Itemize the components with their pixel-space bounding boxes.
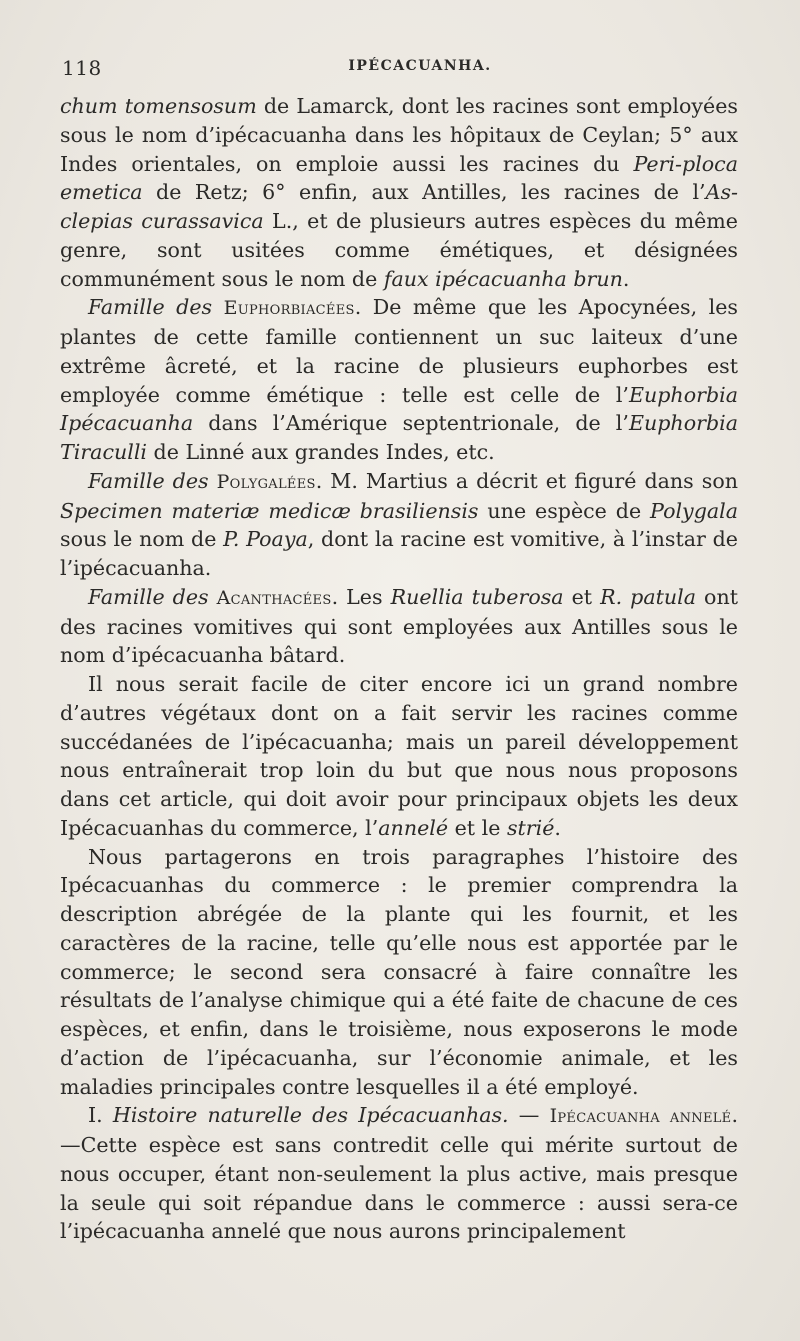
text-run: dans l’Amérique septentrionale, de l’ <box>193 411 629 436</box>
italic-run: As-clepias curassavica <box>60 180 738 233</box>
running-title: IPÉCACUANHA. <box>348 58 492 74</box>
italic-run: faux ipécacuanha brun <box>383 266 623 291</box>
text-run: et <box>563 584 601 609</box>
paragraph-ceylan <box>60 92 738 293</box>
text-run: sous le nom de <box>60 527 224 552</box>
paragraph-polygalees <box>60 467 738 583</box>
text-run: L., et de plusieurs autres espèces du même genre, sont usitées comme émétiques, et désignées communément sous le nom de <box>60 209 738 291</box>
italic-run: strié <box>506 815 555 840</box>
small-caps-run: Acanthacées <box>216 586 332 609</box>
italic-run: Euphorbia Ipécacuanha <box>60 382 738 436</box>
text-run: de Lamarck, dont les racines sont employées sous le nom d’ipécacuanha dans les hôpitaux de Ceylan; 5° aux Indes orientales, on emploie aussi les racines du <box>60 94 738 176</box>
italic-run: R. patula <box>600 584 697 609</box>
text-run <box>209 469 217 493</box>
text-run: et le <box>448 815 507 840</box>
italic-run: chum tomensosum <box>60 94 257 118</box>
paragraph-acanthacees <box>60 583 738 670</box>
italic-run: Famille des <box>88 468 209 493</box>
text-run <box>209 585 217 609</box>
italic-run: P. Poaya <box>223 527 308 552</box>
italic-run: Famille des <box>88 584 209 609</box>
text-run: de Linné aux grandes Indes, etc. <box>147 440 495 464</box>
text-run: . Les <box>331 584 391 609</box>
text-run: une espèce de <box>478 498 651 523</box>
text-run: . <box>554 815 561 840</box>
italic-run: annelé <box>378 815 449 840</box>
paragraph-histoire-naturelle <box>60 1101 738 1246</box>
page-number: 118 <box>62 56 102 80</box>
text-run: ont des racines vomitives qui sont employées aux Antilles sous le nom d’ipécacuanha bâtard. <box>60 584 738 668</box>
text-run: I. <box>88 1103 113 1128</box>
text-run: . —Cette espèce est sans contredit celle qui mérite surtout de nous occuper, étant non-seulement la plus active, mais presque la seule qui soit répandue dans le commerce : aussi sera-ce l’ipécacuanha annelé que nous aurons principalement <box>60 1103 739 1244</box>
small-caps-run: Ipécacuanha annelé <box>549 1105 732 1128</box>
paragraph-succedanees <box>60 670 738 843</box>
text-run: , dont la racine est vomitive, à l’instar de l’ipécacuanha. <box>60 527 738 580</box>
text-run: . <box>622 266 630 291</box>
italic-run: Famille des <box>88 295 213 320</box>
running-head <box>62 56 738 86</box>
paragraph-euphorbiacees <box>60 293 738 467</box>
text-run <box>212 295 224 319</box>
paragraph-plan-article <box>60 843 738 1102</box>
body-text <box>60 92 738 1246</box>
italic-run: Ruellia tuberosa <box>390 584 564 609</box>
text-run: Nous partagerons en trois paragraphes l’histoire des Ipécacuanhas du commerce : le premier comprendra la description abrégée de la plante qui les fournit, et les caractères de la racine, telle qu’elle nous est apportée par le commerce; le second sera consacré à faire connaître les résultats de l’analyse chimique qui a été faite de chacune de ces espèces, et enfin, dans le troisième, nous exposerons le mode d’action de l’ipécacuanha, sur l’économie animale, et les maladies principales contre lesquelles il a été employé. <box>60 844 738 1099</box>
text-run: Il nous serait facile de citer encore ici un grand nombre d’autres végétaux dont on a fait servir les racines comme succédanées de l’ipécacuanha; mais un pareil développement nous entraînerait trop loin du but que nous nous proposons dans cet article, qui doit avoir pour principaux objets les deux Ipécacuanhas du commerce, l’ <box>60 672 738 840</box>
italic-run: Peri-ploca emetica <box>60 151 738 205</box>
italic-run: Polygala <box>650 498 739 523</box>
italic-run: Histoire naturelle des Ipécacuanhas. <box>112 1103 509 1128</box>
small-caps-run: Polygalées <box>216 470 316 493</box>
italic-run: Specimen materiæ medicæ brasiliensis <box>60 498 479 523</box>
text-run: — <box>508 1103 550 1128</box>
text-run: . M. Martius a décrit et figuré dans son <box>315 468 738 493</box>
small-caps-run: Euphorbiacées <box>223 297 355 320</box>
text-run: . De même que les Apocynées, les plantes de cette famille contiennent un suc laiteux d’une extrême âcreté, et la racine de plusieurs euphorbes est employée comme émétique : telle est celle de l’ <box>60 295 738 407</box>
italic-run: Euphorbia Tiraculli <box>60 411 738 464</box>
text-run: de Retz; 6° enfin, aux Antilles, les racines de l’ <box>142 180 706 205</box>
